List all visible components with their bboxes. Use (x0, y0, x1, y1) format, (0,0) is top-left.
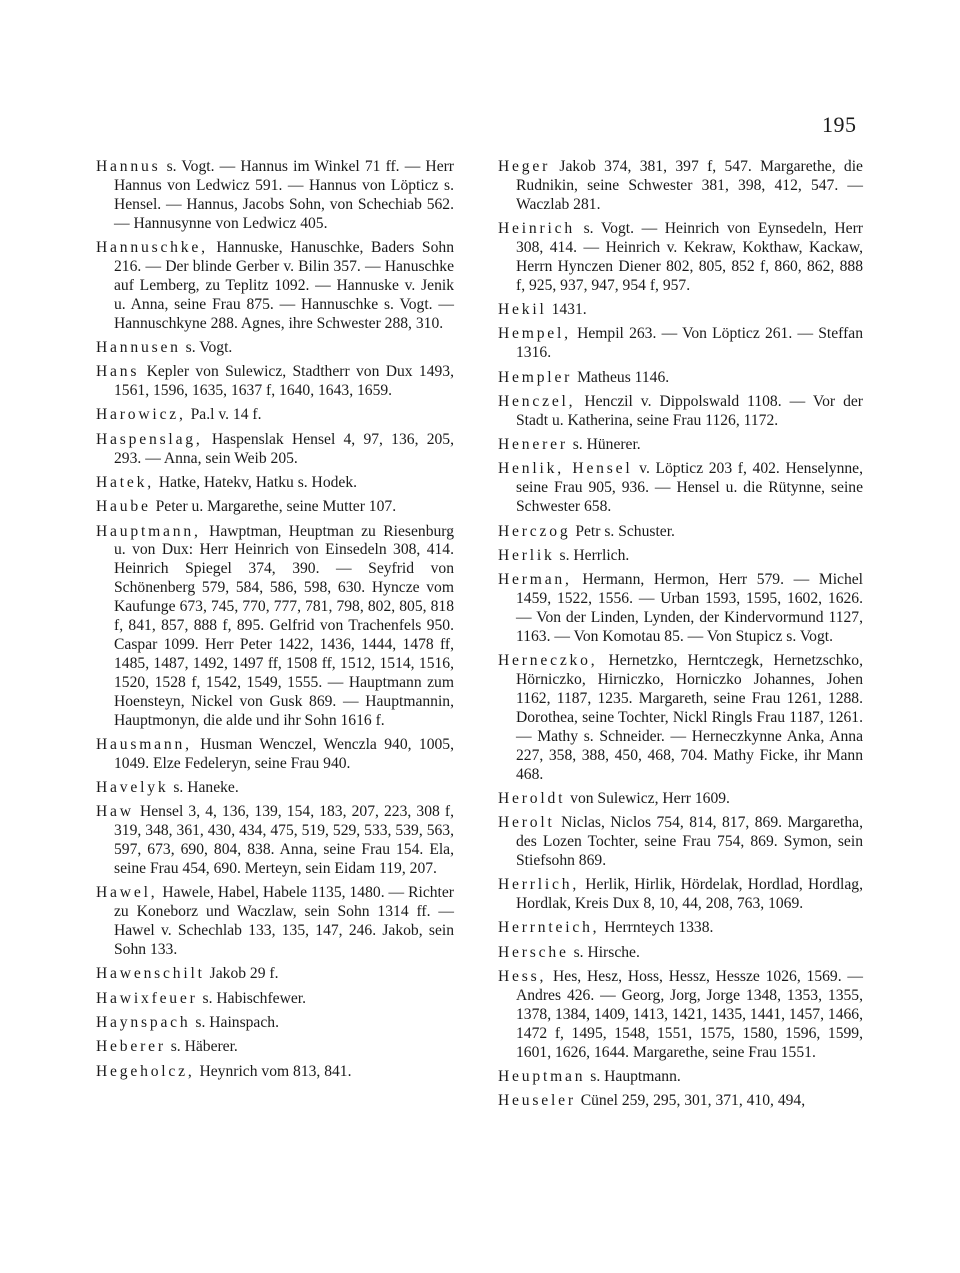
entry-headword: Hannuschke, (96, 239, 208, 257)
entry-text: Husman Wenczel, Wenczla 940, 1005, 1049. Elze Fedeleryn, seine Frau 940. (114, 735, 454, 772)
entry-text: v. Löpticz 203 f, 402. Henselynne, seine Frau 905, 936. — Hensel u. die Rütynne, seine Schwester 658. (516, 460, 863, 516)
entry-text: Petr s. Schuster. (575, 522, 675, 540)
index-entry (498, 790, 863, 809)
index-entry (96, 990, 454, 1009)
entry-headword: Hawixfeuer (96, 989, 198, 1007)
entry-headword: Hempel, (498, 325, 571, 343)
entry-headword: Heberer (96, 1038, 166, 1056)
entry-headword: Hersche (498, 943, 569, 961)
index-column-right (498, 158, 863, 1117)
index-entry (498, 369, 863, 388)
entry-headword: Hempler (498, 368, 573, 386)
entry-headword: Hawenschilt (96, 965, 205, 983)
entry-text: s. Vogt. — Hannus im Winkel 71 ff. — Herr Hannus von Ledwicz 591. — Hannus von Löpticz s. Hensel. — Hannus, Jacobs Sohn, von Schechiab 562. — Hannusynne von Ledwicz 405. (114, 158, 454, 232)
entry-headword: Hatek, (96, 473, 154, 491)
entry-headword: Henerer (498, 436, 568, 454)
index-entry (498, 571, 863, 647)
entry-text: Hensel 3, 4, 136, 139, 154, 183, 207, 223, 308 f, 319, 348, 361, 430, 434, 475, 519, 529, 533, 539, 563, 597, 673, 690, 804, 838. Anna, seine Frau 154. Ela, seine Frau 454, 690. Merteyn, sein Eidam 119, 207. (114, 803, 454, 878)
entry-text: Pa.l v. 14 f. (190, 406, 262, 424)
entry-text: s. Hünerer. (572, 436, 641, 454)
entry-headword: Herolt (498, 814, 555, 832)
index-entry (498, 220, 863, 296)
entry-headword: Hess, (498, 968, 547, 986)
index-entry (96, 474, 454, 493)
index-entry (96, 158, 454, 234)
index-entry (96, 363, 454, 401)
index-entry (498, 1092, 863, 1111)
index-entry (498, 158, 863, 215)
entry-text: Hawptman, Heuptman zu Riesenburg u. von Dux: Herr Heinrich von Einsedeln 308, 414. Heinrich Spiegel 374, 390. — Seyfrid von Schönenberg 579, 584, 586, 598, 630. Hyncze vom Kaufunge 673, 745, 770, 777, 781, 798, 802, 805, 818 f, 841, 857, 888 f, 895. Gelfrid von Trachenfels 950. Caspar 1099. Herr Peter 1422, 1436, 1444, 1478 ff, 1485, 1487, 1492, 1497 ff, 1508 ff, 1512, 1514, 1516, 1520, 1528 f, 1542, 1549, 1555. — Hauptmann zum Hoensteyn, Nickel von Gusk 869. — Hauptmannin, Hauptmonyn, die alde und ihr Sohn 1616 f. (114, 522, 454, 729)
entry-headword: Harowicz, (96, 406, 186, 424)
entry-headword: Henlik, Hensel (498, 460, 633, 478)
entry-headword: Herman, (498, 571, 572, 589)
entry-text: s. Habischfewer. (202, 989, 307, 1007)
index-entry (498, 876, 863, 914)
entry-text: s. Häberer. (170, 1038, 238, 1056)
entry-headword: Herrlich, (498, 876, 580, 894)
entry-text: Jakob 374, 381, 397 f, 547. Margarethe, die Rudnikin, seine Schwester 381, 398, 412, 547. — Waczlab 281. (516, 158, 863, 213)
index-entry (96, 884, 454, 960)
index-entry (498, 523, 863, 542)
entry-text: Matheus 1146. (577, 368, 670, 386)
entry-headword: Hannus (96, 158, 161, 175)
page-number: 195 (822, 112, 857, 137)
index-entry (96, 239, 454, 334)
index-entry (96, 803, 454, 879)
entry-text: Herrnteych 1338. (604, 919, 714, 937)
entry-text: Haspenslak Hensel 4, 97, 136, 205, 293. — Anna, sein Weib 205. (114, 430, 454, 467)
entry-text: Hatke, Hatekv, Hatku s. Hodek. (158, 473, 358, 491)
index-entry (96, 523, 454, 731)
entry-text: s. Haneke. (173, 779, 239, 797)
entry-text: Peter u. Margarethe, seine Mutter 107. (155, 498, 397, 516)
index-entry (498, 460, 863, 517)
entry-headword: Haspenslag, (96, 430, 203, 448)
entry-text: 1431. (551, 301, 587, 319)
entry-headword: Herlik (498, 546, 555, 564)
entry-headword: Heger (498, 158, 551, 175)
entry-text: Henczil v. Dippolswald 1108. — Vor der Stadt u. Katherina, seine Frau 1126, 1172. (516, 392, 863, 429)
entry-headword: Heuseler (498, 1092, 576, 1110)
index-entry (498, 968, 863, 1063)
index-entry (498, 652, 863, 784)
entry-text: Hernetzko, Herntczegk, Hernetzschko, Hörniczko, Hirniczko, Horniczko Johannes, Johen 1162, 1187, 1235. Margareth, seine Frau 1261, 1288. Dorothea, seine Tochter, Nickl Ringls Frau 1187, 1261. — Mathy s. Schneider. — Herneczkynne Anka, Anna 227, 358, 388, 450, 468, 704. Mathy Ficke, ihr Mann 468. (516, 652, 863, 783)
entry-headword: Haynspach (96, 1014, 191, 1032)
index-entry (96, 779, 454, 798)
entry-headword: Hannusen (96, 338, 181, 356)
entry-text: Hannuske, Hanuschke, Baders Sohn 216. — Der blinde Gerber v. Bilin 357. — Hanuschke auf Lemberg, zu Teplitz 1092. — Hannuske v. Jenik u. Anna, seine Frau 875. — Hannuschke s. Vogt. — Hannuschkyne 288. Agnes, ihre Schwester 288, 310. (114, 239, 454, 332)
entry-headword: Heuptman (498, 1068, 586, 1085)
entry-text: Hempil 263. — Von Löpticz 261. — Steffan 1316. (516, 325, 864, 362)
entry-text: Hawele, Habel, Habele 1135, 1480. — Richter zu Koneborz und Waczlaw, sein Sohn 1314 ff. — Hawel v. Schechlab 133, 135, 147, 246. Jakob, sein Sohn 133. (114, 884, 455, 959)
entry-text: s. Hainspach. (195, 1014, 279, 1032)
entry-headword: Heinrich (498, 220, 575, 238)
index-entry (498, 1068, 863, 1087)
entry-text: s. Hirsche. (573, 943, 640, 961)
index-entry (96, 431, 454, 469)
index-entry (96, 1063, 454, 1082)
index-entry (498, 547, 863, 566)
entry-headword: Havelyk (96, 779, 169, 797)
entry-headword: Hegeholcz, (96, 1062, 195, 1080)
entry-headword: Heroldt (498, 789, 566, 807)
entry-text: s. Vogt. — Heinrich von Eynsedeln, Herr 308, 414. — Heinrich v. Kekraw, Kokthaw, Kackaw, Herrn Hynczen Diener 802, 805, 852 f, 860, 862, 888 f, 925, 937, 947, 954 f, 957. (516, 220, 863, 294)
entry-text: von Sulewicz, Herr 1609. (570, 789, 730, 807)
entry-text: Hes, Hesz, Hoss, Hessz, Hessze 1026, 1569. — Andres 426. — Georg, Jorg, Jorge 1348, 1353, 1355, 1378, 1384, 1409, 1413, 1421, 1435, 1441, 1457, 1466, 1472 f, 1495, 1548, 1551, 1575, 1580, 1596, 1599, 1601, 1626, 1644. Margarethe, seine Frau 1551. (516, 968, 864, 1061)
index-entry (498, 301, 863, 320)
entry-text: Hermann, Hermon, Herr 579. — Michel 1459, 1522, 1556. — Urban 1593, 1595, 1602, 1626. — Von der Linden, Lynden, der Kindervormund 1127, 1163. — Von Komotau 85. — Von Stupicz s. Vogt. (516, 571, 863, 645)
entry-headword: Hausmann, (96, 735, 192, 753)
index-entry (498, 919, 863, 938)
index-entry (96, 406, 454, 425)
index-entry (498, 325, 863, 363)
index-entry (96, 1014, 454, 1033)
index-entry (96, 339, 454, 358)
entry-text: s. Vogt. (185, 338, 233, 356)
entry-headword: Haube (96, 498, 151, 516)
entry-headword: Herneczko, (498, 652, 598, 670)
entry-text: Niclas, Niclos 754, 814, 817, 869. Margaretha, des Lozen Tochter, seine Frau 754, 869. Symon, sein Stiefsohn 869. (516, 814, 863, 869)
entry-headword: Hawel, (96, 884, 158, 902)
entry-text: Kepler von Sulewicz, Stadtherr von Dux 1493, 1561, 1596, 1635, 1637 f, 1640, 1643, 1659. (114, 363, 454, 400)
entry-headword: Herczog (498, 522, 571, 540)
index-entry (498, 944, 863, 963)
index-entry (498, 814, 863, 871)
index-entry (96, 1038, 454, 1057)
entry-headword: Hauptmann, (96, 522, 201, 540)
index-entry (96, 498, 454, 517)
index-column-left (96, 158, 454, 1087)
entry-text: Heynrich vom 813, 841. (199, 1062, 352, 1080)
entry-text: Jakob 29 f. (209, 965, 279, 983)
index-entry (96, 965, 454, 984)
entry-headword: Henczel, (498, 392, 576, 410)
entry-headword: Hekil (498, 301, 547, 319)
index-entry (498, 436, 863, 455)
entry-text: s. Herrlich. (559, 546, 630, 564)
entry-text: Herlik, Hirlik, Hördelak, Hordlad, Hordlag, Hordlak, Kreis Dux 8, 10, 44, 208, 763, 1069. (516, 876, 863, 913)
entry-text: s. Hauptmann. (590, 1068, 681, 1085)
index-entry (498, 393, 863, 431)
entry-headword: Hans (96, 363, 140, 381)
entry-headword: Haw (96, 803, 134, 821)
entry-headword: Herrnteich, (498, 919, 600, 937)
index-entry (96, 736, 454, 774)
entry-text: Cünel 259, 295, 301, 371, 410, 494, (580, 1092, 806, 1110)
